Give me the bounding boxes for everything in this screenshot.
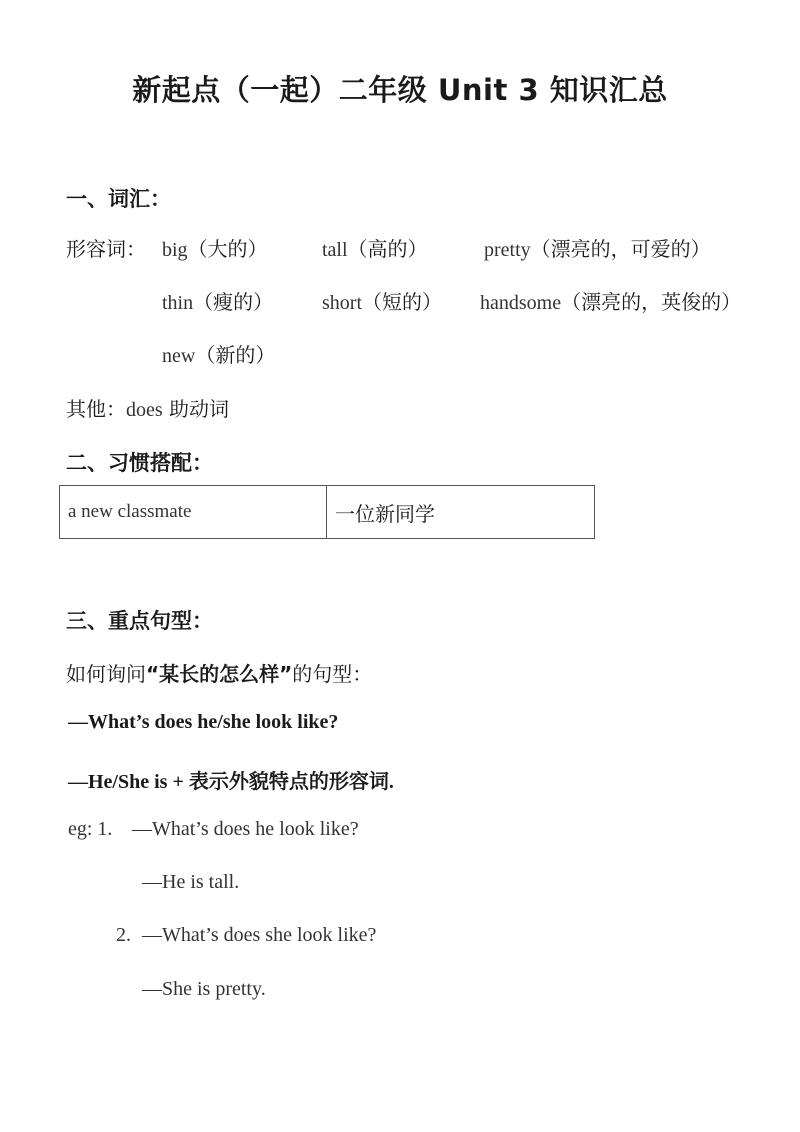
vocab-word: new	[162, 345, 196, 367]
other-word: does	[126, 399, 163, 421]
other-label: 其他：	[66, 397, 126, 421]
vocab-meaning: （高的）	[347, 237, 428, 261]
adjectives-label: 形容词：	[66, 237, 146, 261]
vocab-item	[162, 339, 275, 368]
vocab-item	[162, 286, 273, 315]
sentence-intro	[66, 658, 372, 687]
vocab-word: big	[162, 239, 188, 261]
vocab-word: pretty	[484, 239, 531, 261]
vocab-word: thin	[162, 292, 194, 314]
vocab-word: tall	[322, 239, 348, 261]
example-answer: —She is pretty.	[142, 978, 266, 1000]
table-row	[60, 486, 595, 539]
example-question: —What’s does she look like?	[142, 924, 377, 946]
answer-suffix: .	[388, 771, 394, 793]
section-heading-vocabulary: 一、词汇：	[66, 187, 171, 211]
key-answer	[68, 765, 394, 794]
vocab-meaning: （短的）	[362, 290, 442, 314]
example-number: 2.	[116, 924, 131, 946]
intro-bold: “某长的怎么样”	[146, 662, 293, 686]
key-question: —What’s does he/she look like?	[68, 711, 339, 733]
vocab-meaning: （瘦的）	[193, 290, 274, 314]
answer-prefix: —He/She is +	[68, 771, 189, 793]
other-vocab-line	[66, 393, 229, 422]
vocab-item	[322, 286, 442, 315]
other-meaning: 助动词	[162, 397, 230, 421]
example-question: —What’s does he look like?	[132, 818, 359, 840]
vocab-meaning: （漂亮的，英俊的）	[561, 290, 742, 314]
vocab-item	[162, 233, 268, 262]
example-number: eg: 1.	[68, 818, 113, 840]
phrase-zh-cell: 一位新同学	[327, 486, 595, 539]
vocab-word: short	[322, 292, 362, 314]
vocab-meaning: （漂亮的，可爱的）	[530, 237, 711, 261]
section-heading-phrases: 二、习惯搭配：	[66, 451, 213, 475]
vocab-item	[480, 286, 741, 315]
section-heading-sentences: 三、重点句型：	[66, 609, 213, 633]
vocab-item	[484, 233, 711, 262]
phrase-table	[59, 485, 595, 539]
page-title: 新起点（一起）二年级 Unit 3 知识汇总	[132, 73, 668, 107]
example-answer: —He is tall.	[142, 871, 240, 893]
intro-prefix: 如何询问	[66, 662, 146, 686]
vocab-meaning: （大的）	[187, 237, 268, 261]
vocab-item	[322, 233, 428, 262]
phrase-en-cell: a new classmate	[60, 486, 327, 539]
intro-suffix: 的句型：	[292, 662, 373, 686]
vocab-word: handsome	[480, 292, 562, 314]
vocab-meaning: （新的）	[195, 343, 276, 367]
answer-zh: 表示外貌特点的形容词	[188, 769, 389, 793]
